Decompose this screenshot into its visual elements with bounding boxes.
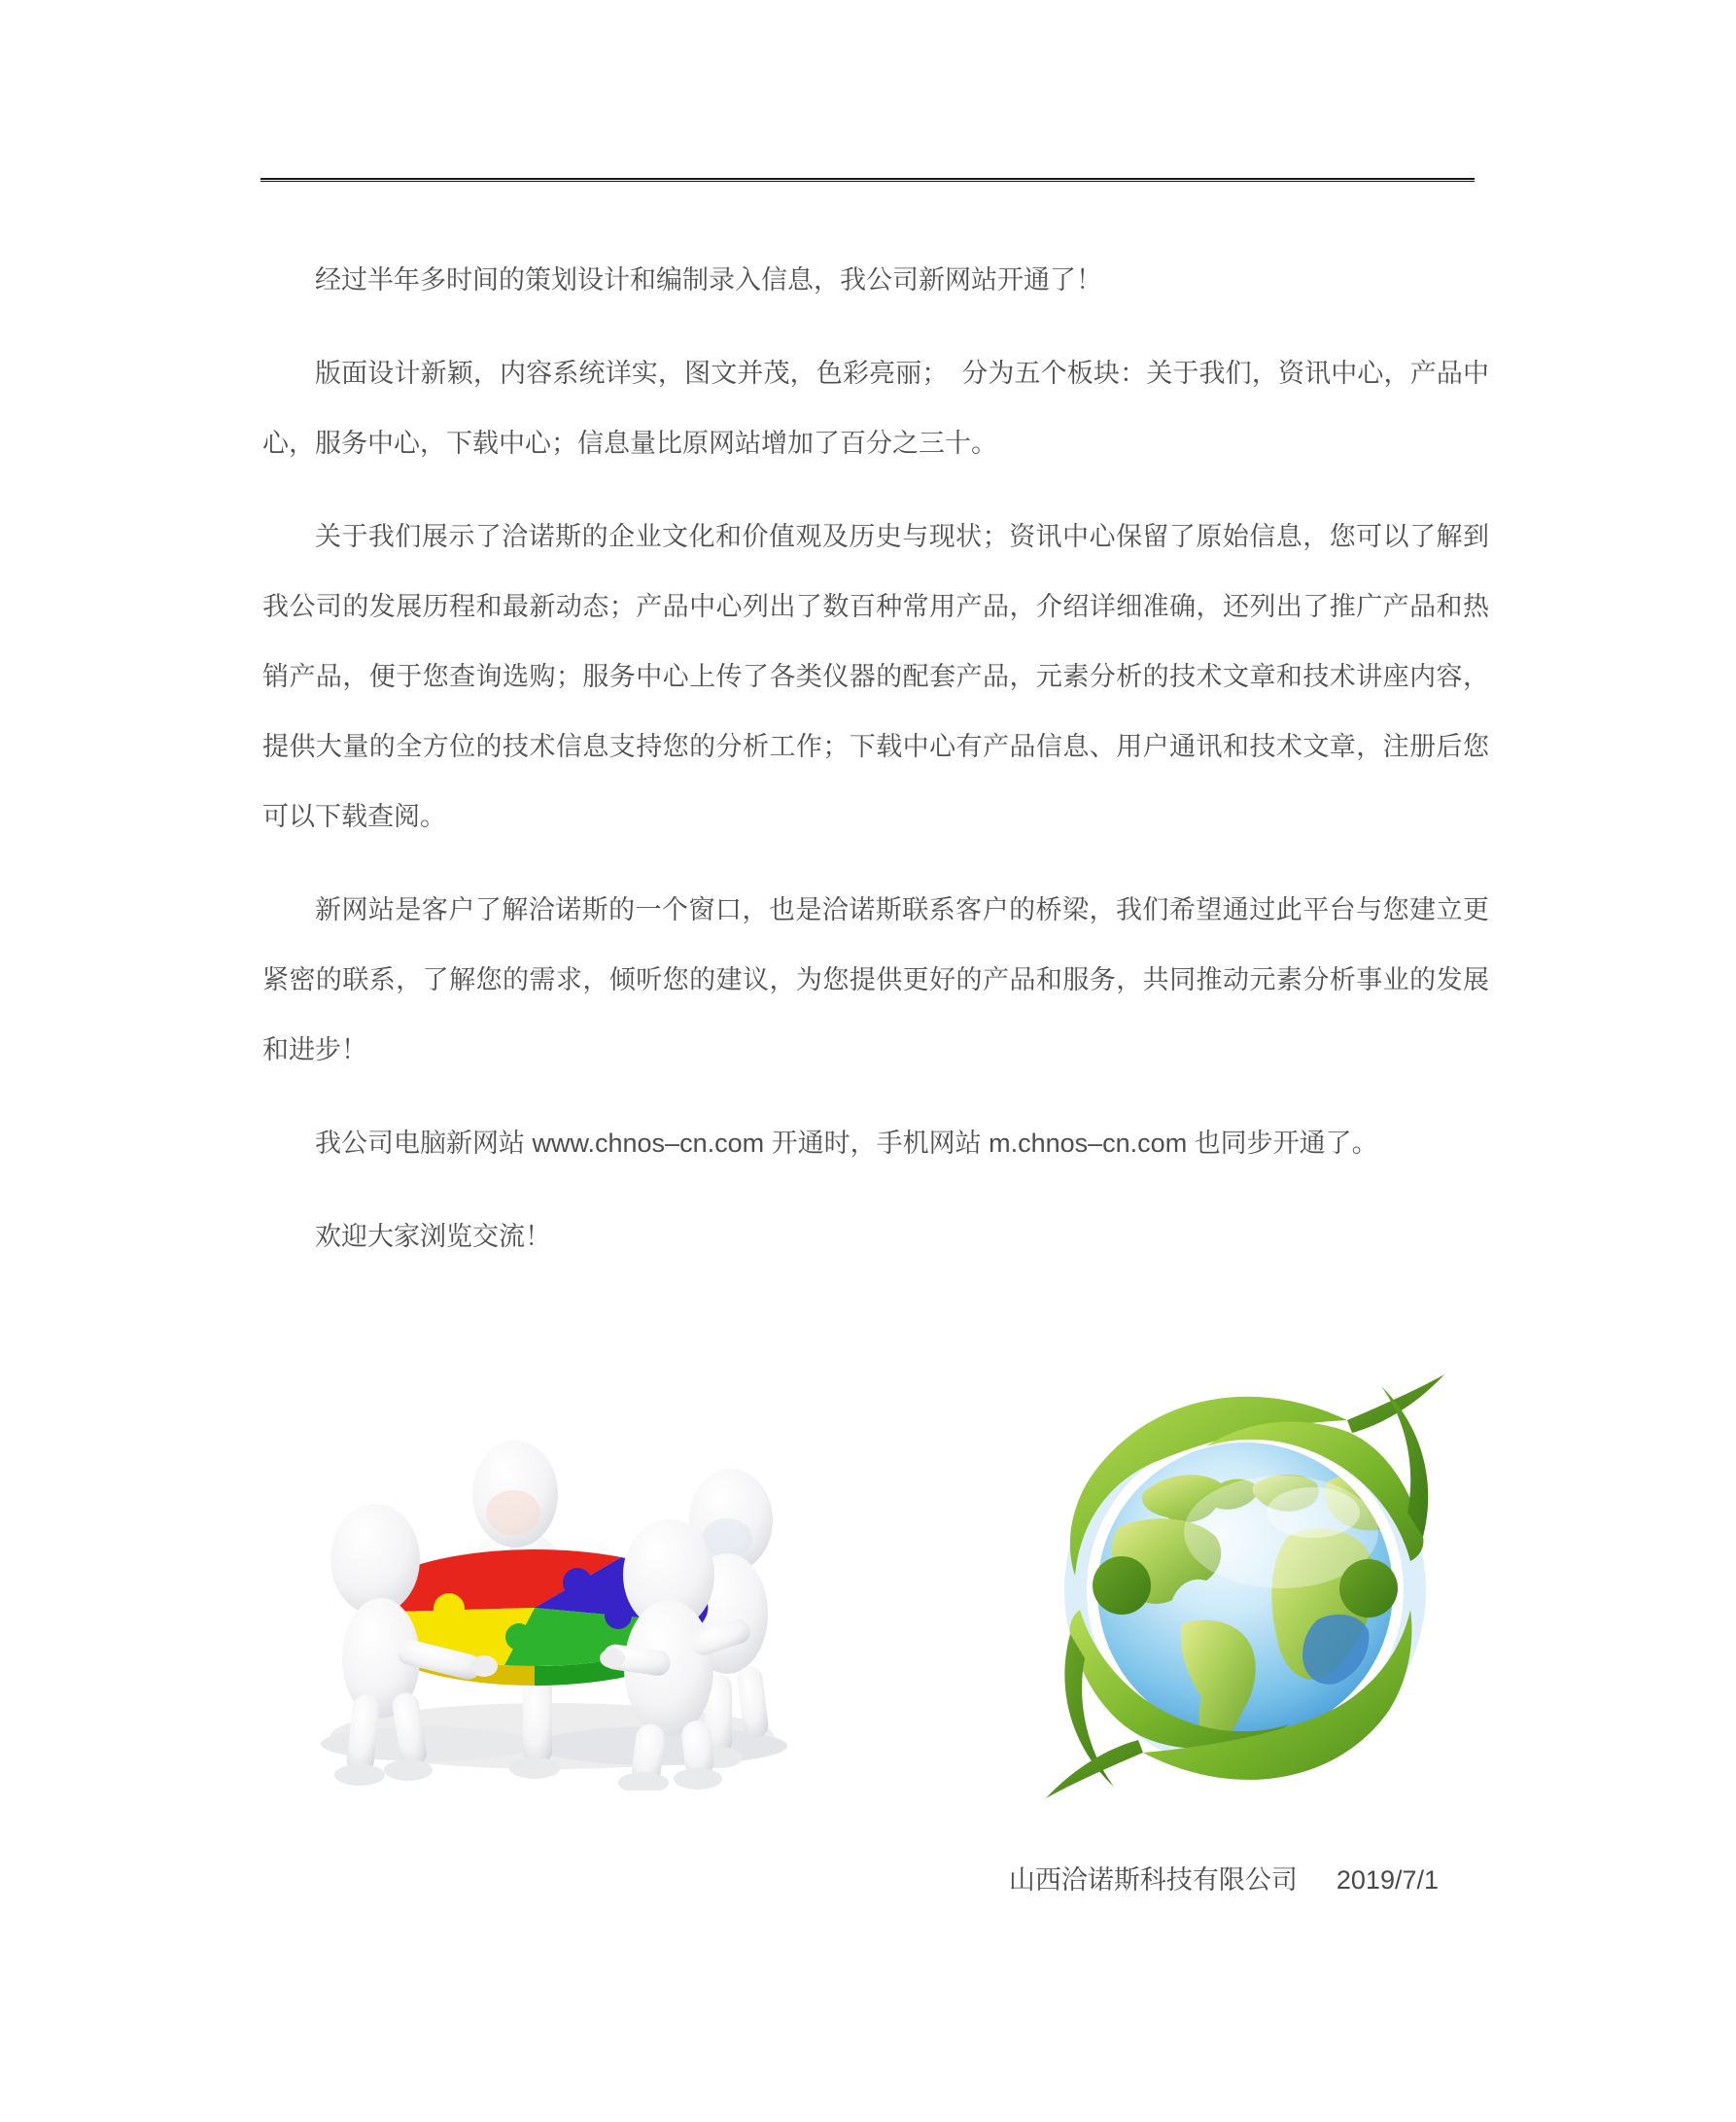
teamwork-puzzle-illustration — [292, 1402, 797, 1791]
teamwork-puzzle-svg — [292, 1402, 797, 1791]
paragraph: 版面设计新颖，内容系统详实，图文并茂，色彩亮丽； 分为五个板块：关于我们，资讯中心，产品中心，服务中心，下载中心；信息量比原网站增加了百分之三十。 — [262, 359, 1489, 458]
paragraph: 我公司电脑新网站 www.chnos–cn.com 开通时，手机网站 m.chnos–cn.com 也同步开通了。 — [315, 1129, 1378, 1158]
paragraph: 经过半年多时间的策划设计和编制录入信息，我公司新网站开通了！ — [315, 265, 1102, 295]
header-rule — [260, 178, 1475, 182]
paragraph: 欢迎大家浏览交流！ — [315, 1222, 551, 1251]
article-body — [262, 245, 1489, 1295]
paragraph: 关于我们展示了洽诺斯的企业文化和价值观及历史与现状；资讯中心保留了原始信息，您可以了解到我公司的发展历程和最新动态；产品中心列出了数百种常用产品，介绍详细准确，还列出了推广产品和热销产品，便于您查询选购；服务中心上传了各类仪器的配套产品，元素分析的技术文章和技术讲座内容，提供大量的全方位的技术信息支持您的分析工作；下载中心有产品信息、用户通讯和技术文章，注册后您可以下载查阅。 — [262, 522, 1489, 831]
signature — [262, 1859, 1489, 1901]
company-name: 山西洽诺斯科技有限公司 — [1008, 1865, 1298, 1895]
signature-date: 2019/7/1 — [1336, 1865, 1439, 1895]
eco-globe-svg — [1026, 1367, 1464, 1806]
paragraph: 新网站是客户了解洽诺斯的一个窗口，也是洽诺斯联系客户的桥梁，我们希望通过此平台与您建立更紧密的联系，了解您的需求，倾听您的建议，为您提供更好的产品和服务，共同推动元素分析事业的发展和进步！ — [262, 895, 1489, 1064]
eco-globe-illustration — [1026, 1367, 1464, 1806]
